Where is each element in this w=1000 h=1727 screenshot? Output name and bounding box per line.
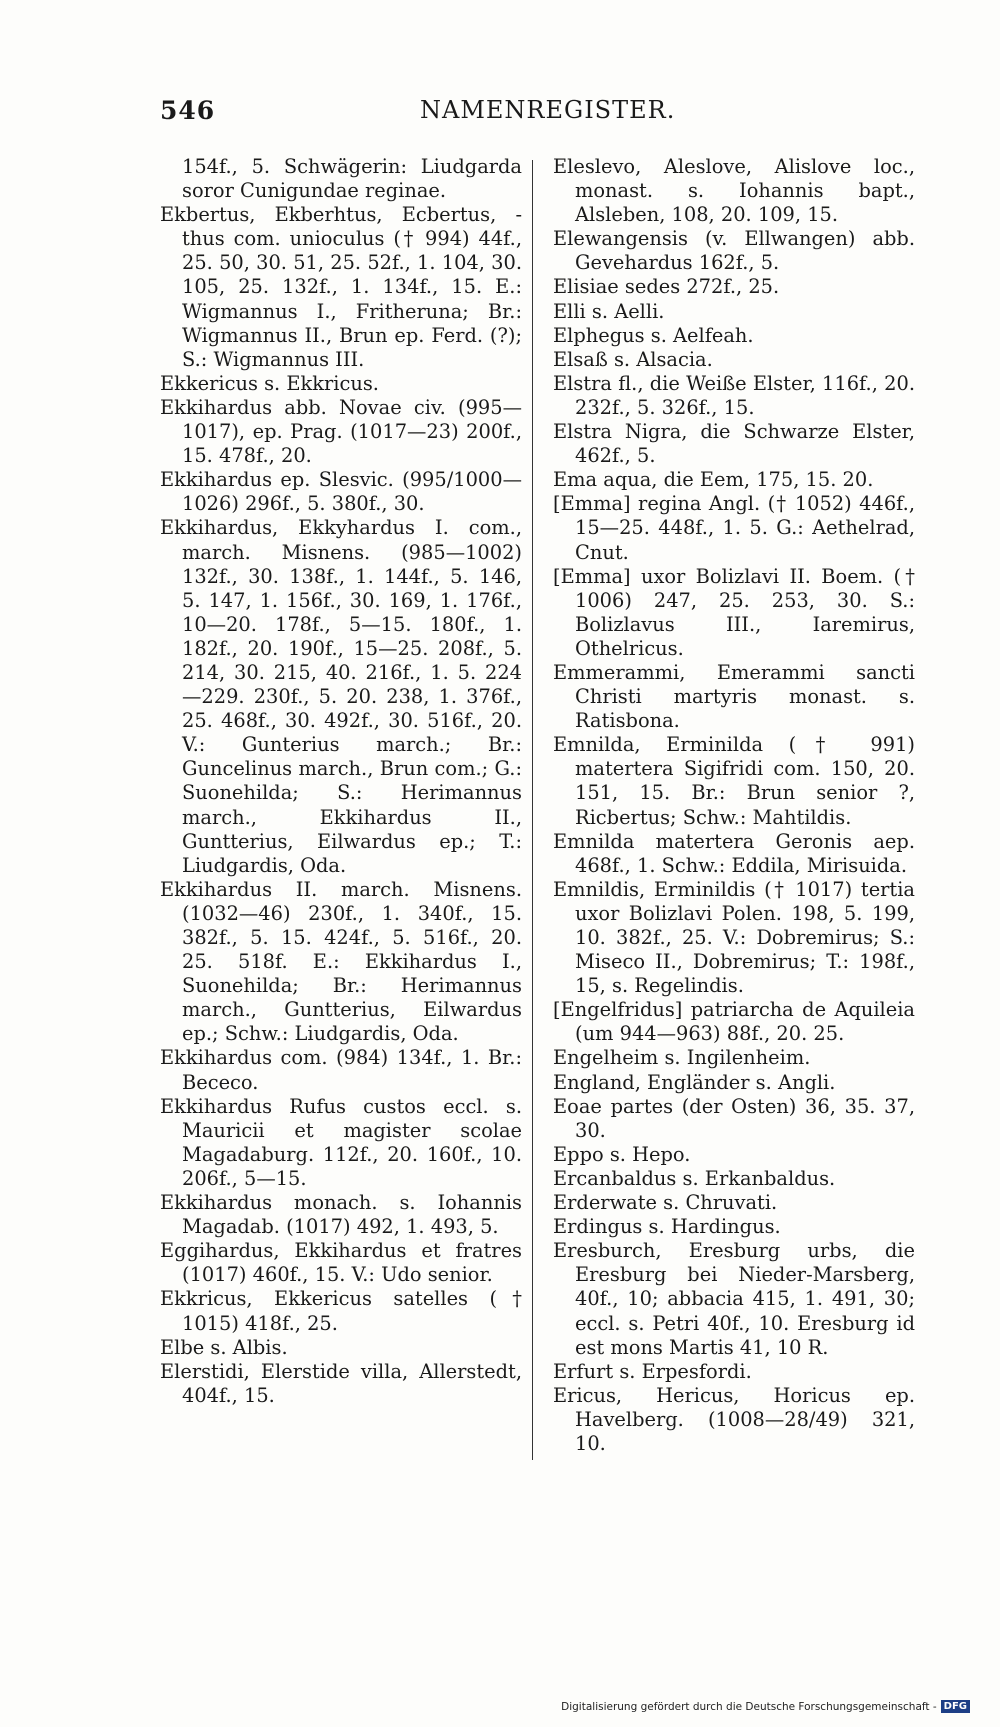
index-entry: Ekkihardus Rufus custos eccl. s. Mauricii et magister scolae Magadaburg. 112f., 20. 160f., 10. 206f., 5—15. [160,1094,522,1190]
index-entry: Elsaß s. Alsacia. [553,347,713,371]
digitization-footer [561,1700,970,1713]
index-entry: Eoae partes (der Osten) 36, 35. 37, 30. [553,1094,915,1142]
index-entry: Elbe s. Albis. [160,1335,288,1359]
index-entry: Ericus, Hericus, Horicus ep. Havelberg. (1008—28/49) 321, 10. [553,1383,915,1455]
page-number: 546 [160,96,216,125]
index-entry: Eresburch, Eresburg urbs, die Eresburg bei Nieder-Marsberg, 40f., 10; abbacia 415, 1. 491, 30; eccl. s. Petri 40f., 10. Eresburg id est mons Martis 41, 10 R. [553,1239,915,1359]
index-entry: Elerstidi, Elerstide villa, Allerstedt, 404f., 15. [160,1359,522,1407]
index-entry: Ekkihardus, Ekkyhardus I. com., march. Misnens. (985—1002) 132f., 30. 138f., 1. 144f., 5. 146, 5. 147, 1. 156f., 30. 169, 1. 176f., 10—20. 178f., 5—15. 180f., 1. 182f., 20. 190f., 15—25. 208f., 5. 214, 30. 215, 40. 216f., 1. 5. 224—229. 230f., 5. 20. 238, 1. 376f., 25. 468f., 30. 492f., 30. 516f., 20. V.: Gunterius march.; Br.: Guncelinus march., Brun com.; G.: Suonehilda; S.: Herimannus march., Ekkihardus II., Guntterius, Eilwardus ep.; T.: Liudgardis, Oda. [160,516,522,877]
index-entry: Ekkricus, Ekkericus satelles († 1015) 418f., 25. [160,1287,522,1335]
dfg-logo: DFG [941,1700,970,1713]
index-entry: Ekkihardus monach. s. Iohannis Magadab. (1017) 492, 1. 493, 5. [160,1191,522,1239]
index-entry: Elli s. Aelli. [553,299,665,323]
index-entry: Ekkihardus ep. Slesvic. (995/1000—1026) 296f., 5. 380f., 30. [160,468,522,516]
index-entry: Ercanbaldus s. Erkanbaldus. [553,1166,836,1190]
index-entry: Erderwate s. Chruvati. [553,1191,778,1215]
left-column [160,155,522,1408]
index-entry: Emnilda, Erminilda († 991) matertera Sigifridi com. 150, 20. 151, 15. Br.: Brun senior ?, Ricbertus; Schw.: Mahtildis. [553,733,915,829]
index-entry: [Emma] uxor Bolizlavi II. Boem. († 1006) 247, 25. 253, 30. S.: Bolizlavus III., Iaremirus, Othelricus. [553,564,915,660]
index-entry: [Emma] regina Angl. († 1052) 446f., 15—25. 448f., 1. 5. G.: Aethelrad, Cnut. [553,492,915,564]
index-entry: Erdingus s. Hardingus. [553,1215,781,1239]
index-entry: Ekbertus, Ekberhtus, Ecbertus, -thus com. unioculus († 994) 44f., 25. 50, 30. 51, 25. 52f., 1. 104, 30. 105, 25. 132f., 1. 134f., 15. E.: Wigmannus I., Fritheruna; Br.: Wigmannus II., Brun ep. Ferd. (?); S.: Wigmannus III. [160,203,522,371]
index-entry: Emnildis, Erminildis († 1017) tertia uxor Bolizlavi Polen. 198, 5. 199, 10. 382f., 25. V.: Dobremirus; S.: Miseco II., Dobremirus; T.: 198f., 15, s. Regelindis. [553,877,915,998]
index-entry: Emnilda matertera Geronis aep. 468f., 1. Schw.: Eddila, Mirisuida. [553,829,915,877]
index-entry: Ekkericus s. Ekkricus. [160,371,379,395]
index-entry: Ekkihardus com. (984) 134f., 1. Br.: Bececo. [160,1046,522,1094]
index-entry: Emmerammi, Emerammi sancti Christi martyris monast. s. Ratisbona. [553,660,915,733]
index-entry: Erfurt s. Erpesfordi. [553,1359,752,1383]
page-header [160,96,920,132]
index-entry: Elstra Nigra, die Schwarze Elster, 462f., 5. [553,420,915,468]
column-divider [532,160,533,1460]
index-entry: Ema aqua, die Eem, 175, 15. 20. [553,468,874,492]
footer-credit: Digitalisierung gefördert durch die Deutsche Forschungsgemeinschaft - [561,1700,937,1713]
right-column [553,155,915,1456]
index-entry: Eppo s. Hepo. [553,1142,691,1166]
index-entry: Eggihardus, Ekkihardus et fratres (1017) 460f., 15. V.: Udo senior. [160,1239,522,1287]
index-entry: Ekkihardus abb. Novae civ. (995—1017), ep. Prag. (1017—23) 200f., 15. 478f., 20. [160,395,522,468]
index-entry: Ekkihardus II. march. Misnens. (1032—46) 230f., 1. 340f., 15. 382f., 5. 15. 424f., 5. 516f., 20. 25. 518f. E.: Ekkihardus I., Suonehilda; Br.: Herimannus march., Guntterius, Eilwardus ep.; Schw.: Liudgardis, Oda. [160,877,522,1046]
index-entry: Elphegus s. Aelfeah. [553,323,754,347]
index-entry: Elstra fl., die Weiße Elster, 116f., 20. 232f., 5. 326f., 15. [553,371,915,419]
index-entry: Elewangensis (v. Ellwangen) abb. Gevehardus 162f., 5. [553,227,915,275]
index-entry: Elisiae sedes 272f., 25. [553,275,780,299]
index-entry: Engelheim s. Ingilenheim. [553,1046,811,1070]
index-entry: Eleslevo, Aleslove, Alislove loc., monast. s. Iohannis bapt., Alsleben, 108, 20. 109, 15. [553,155,915,227]
running-title: NAMENREGISTER. [420,96,676,124]
index-entry: 154f., 5. Schwägerin: Liudgarda soror Cunigundae reginae. [182,155,522,203]
index-entry: [Engelfridus] patriarcha de Aquileia (um 944—963) 88f., 20. 25. [553,998,915,1046]
index-entry: England, Engländer s. Angli. [553,1070,836,1094]
